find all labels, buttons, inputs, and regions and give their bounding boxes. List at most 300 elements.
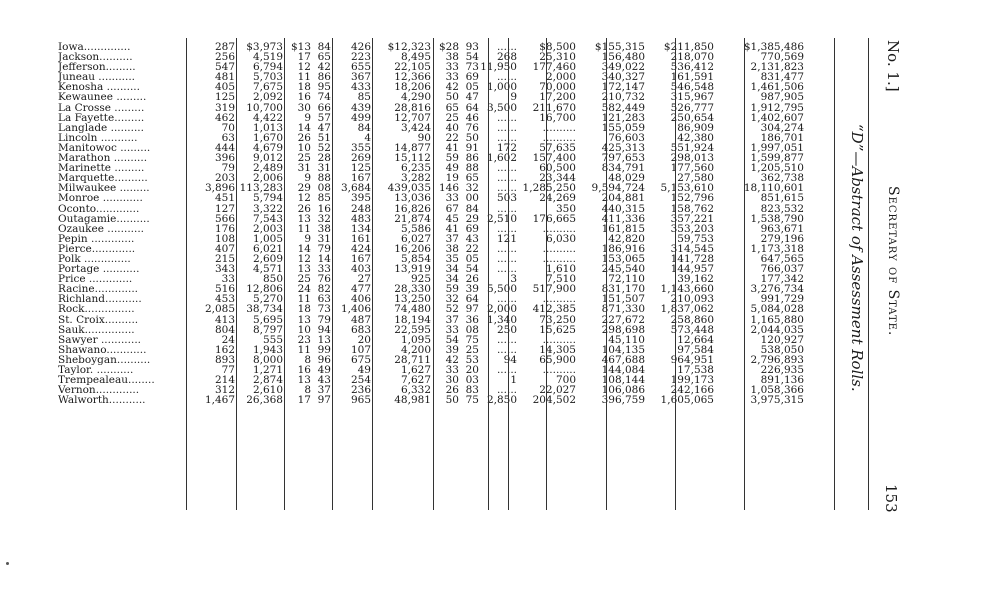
table-cell-col-c-dollars: 17 <box>297 395 311 406</box>
county-name: Oconto............. <box>58 203 140 214</box>
column-rule <box>186 38 187 510</box>
table-cell-col-c-dollars: 13 <box>297 264 311 275</box>
table-cell-col-g: 1,340 <box>486 314 517 325</box>
table-cell-col-d: 487 <box>350 314 371 325</box>
table-cell-col-h: 16,700 <box>539 112 576 123</box>
table-cell-col-c-cents: 97 <box>317 395 331 406</box>
table-cell-col-j: 152,796 <box>670 193 714 204</box>
table-cell-col-h: 517,900 <box>532 284 576 295</box>
table-cell-col-d: 655 <box>350 62 371 73</box>
column-rule <box>675 38 676 510</box>
table-cell-col-e: 16,826 <box>394 203 431 214</box>
column-rule <box>868 38 869 510</box>
table-cell-col-j: 357,221 <box>670 213 714 224</box>
table-cell-col-b: 5,794 <box>252 193 283 204</box>
table-cell-col-i: 871,330 <box>601 304 645 315</box>
table-cell-col-i: 9,594,724 <box>591 183 645 194</box>
table-cell-col-k: 1,165,880 <box>750 314 804 325</box>
table-cell-col-g: ...... <box>496 334 517 345</box>
table-row <box>58 173 805 183</box>
table-cell-col-j: 161,591 <box>670 72 714 83</box>
table-cell-col-g: 5,500 <box>486 284 517 295</box>
table-cell-col-f-cents: 20 <box>465 365 479 376</box>
table-cell-col-i: 155,059 <box>601 122 645 133</box>
column-rule <box>834 38 835 510</box>
table-cell-col-c-dollars: 9 <box>304 112 311 123</box>
table-cell-col-h: 350 <box>555 203 576 214</box>
county-name: Ozaukee ........... <box>58 223 145 234</box>
table-cell-col-k: 304,274 <box>760 122 804 133</box>
table-cell-col-e: 1,627 <box>400 365 431 376</box>
table-cell-col-k: 891,136 <box>760 375 804 386</box>
table-cell-col-f-dollars: 42 <box>445 354 459 365</box>
table-cell-col-j: 298,013 <box>670 153 714 164</box>
county-name: La Crosse ......... <box>58 102 145 113</box>
table-cell-col-b: 8,797 <box>252 324 283 335</box>
table-cell-col-c-cents: 31 <box>317 233 331 244</box>
table-row <box>58 304 805 314</box>
table-cell-col-g: ...... <box>496 132 517 143</box>
table-cell-col-a: 413 <box>214 314 235 325</box>
table-cell-col-d: 426 <box>350 42 371 53</box>
table-cell-col-b: 1,013 <box>252 122 283 133</box>
table-cell-col-f-dollars: 65 <box>445 102 459 113</box>
table-cell-col-b: 1,943 <box>252 344 283 355</box>
table-cell-col-b: 1,005 <box>252 233 283 244</box>
table-cell-col-b: 5,695 <box>252 314 283 325</box>
table-cell-col-g: ...... <box>496 294 517 305</box>
table-cell-col-b: 3,322 <box>252 203 283 214</box>
table-cell-col-c-cents: 49 <box>317 365 331 376</box>
table-cell-col-j: 86,909 <box>677 122 714 133</box>
table-cell-col-j: 199,173 <box>670 375 714 386</box>
table-cell-col-f-cents: 50 <box>465 132 479 143</box>
table-cell-col-c-cents: 32 <box>317 213 331 224</box>
county-name: Jackson.......... <box>58 52 133 63</box>
table-cell-col-b: 7,543 <box>252 213 283 224</box>
table-cell-col-a: 203 <box>214 173 235 184</box>
table-cell-col-e: 3,424 <box>400 122 431 133</box>
county-name: Sauk............... <box>58 324 135 335</box>
table-cell-col-e: 439,035 <box>387 183 431 194</box>
table-cell-col-e: 22,105 <box>394 62 431 73</box>
county-name: Racine............. <box>58 284 139 295</box>
table-cell-col-h: 22,027 <box>539 385 576 396</box>
table-cell-col-c-dollars: 12 <box>297 193 311 204</box>
table-cell-col-f-cents: 54 <box>465 264 479 275</box>
table-cell-col-e: 4,290 <box>400 92 431 103</box>
table-row <box>58 214 805 224</box>
table-cell-col-d: 477 <box>350 284 371 295</box>
table-cell-col-d: 355 <box>350 142 371 154</box>
table-cell-col-a: 319 <box>214 102 235 113</box>
table-cell-col-c-dollars: 14 <box>297 243 311 254</box>
table-cell-col-j: 97,584 <box>677 344 714 355</box>
table-cell-col-j: 536,412 <box>670 62 714 73</box>
table-cell-col-i: 144,084 <box>601 365 645 376</box>
table-row <box>58 345 805 355</box>
county-name: Shawano............ <box>58 344 147 355</box>
table-cell-col-g: 2,510 <box>486 213 517 224</box>
table-cell-col-g: 250 <box>496 324 517 335</box>
table-cell-col-i: 42,820 <box>608 233 645 244</box>
table-cell-col-h: 57,635 <box>539 142 576 154</box>
column-rule <box>284 38 285 510</box>
column-rule <box>236 38 237 510</box>
table-cell-col-c-cents: 94 <box>317 324 331 335</box>
table-cell-col-f-dollars: 33 <box>445 62 459 73</box>
table-cell-col-c-cents: 66 <box>317 102 331 113</box>
table-cell-col-i: 151,507 <box>601 294 645 305</box>
table-cell-col-d: 236 <box>350 385 371 396</box>
table-cell-col-h: $8,500 <box>539 42 576 53</box>
table-cell-col-c-dollars: 11 <box>297 72 311 83</box>
table-cell-col-j: 12,664 <box>677 334 714 345</box>
table-cell-col-j: 218,070 <box>670 52 714 63</box>
table-cell-col-d: 84 <box>357 122 371 133</box>
table-row <box>58 103 805 113</box>
county-name: Sawyer ............ <box>58 334 141 345</box>
table-cell-col-j: 27,580 <box>677 173 714 184</box>
table-cell-col-g: 2,850 <box>486 395 517 406</box>
table-cell-col-k: 963,671 <box>760 223 804 234</box>
table-cell-col-d: 161 <box>350 233 371 244</box>
table-cell-col-c-dollars: 12 <box>297 62 311 73</box>
table-cell-col-b: 4,571 <box>252 264 283 275</box>
table-cell-col-a: 312 <box>214 385 235 396</box>
table-cell-col-c-dollars: 18 <box>297 304 311 315</box>
table-cell-col-d: 248 <box>350 203 371 214</box>
table-cell-col-c-dollars: 18 <box>297 82 311 93</box>
table-cell-col-f-dollars: 146 <box>438 183 459 194</box>
table-cell-col-c-cents: 65 <box>317 52 331 63</box>
table-cell-col-d: 167 <box>350 173 371 184</box>
table-cell-col-a: 566 <box>214 213 235 224</box>
ink-speck <box>6 562 9 565</box>
table-cell-col-f-cents: 36 <box>465 314 479 325</box>
table-row <box>58 143 805 153</box>
table-cell-col-h: 1,285,250 <box>522 183 576 194</box>
county-name: Trempealeau........ <box>58 375 155 386</box>
table-cell-col-f-dollars: 32 <box>445 294 459 305</box>
table-cell-col-a: 176 <box>214 223 235 234</box>
table-row <box>58 264 805 274</box>
table-row <box>58 365 805 375</box>
table-cell-col-b: 5,270 <box>252 294 283 305</box>
county-name: Milwaukee ......... <box>58 183 150 194</box>
table-cell-col-a: 444 <box>214 142 235 154</box>
table-cell-col-i: 104,135 <box>601 344 645 355</box>
table-cell-col-a: 451 <box>214 193 235 204</box>
table-cell-col-e: 12,366 <box>394 72 431 83</box>
table-cell-col-i: 340,327 <box>601 72 645 83</box>
table-cell-col-g: ...... <box>496 253 517 265</box>
table-cell-col-f-cents: 93 <box>465 42 479 53</box>
table-cell-col-c-cents: 79 <box>317 314 331 325</box>
table-cell-col-d: 439 <box>350 102 371 113</box>
table-cell-col-k: 1,173,318 <box>750 243 804 254</box>
table-cell-col-f-cents: 75 <box>465 395 479 406</box>
table-cell-col-b: 26,368 <box>246 395 283 406</box>
table-cell-col-h: 2,000 <box>545 72 576 83</box>
table-cell-col-h: 177,460 <box>532 62 576 73</box>
table-cell-col-f-cents: 25 <box>465 344 479 355</box>
table-cell-col-k: 1,058,366 <box>750 385 804 396</box>
table-cell-col-e: 6,027 <box>400 233 431 244</box>
table-cell-col-k: 3,276,734 <box>750 284 804 295</box>
table-cell-col-j: 1,837,062 <box>660 304 714 315</box>
table-cell-col-j: 250,654 <box>670 112 714 123</box>
table-cell-col-i: 245,540 <box>601 264 645 275</box>
table-cell-col-a: 3,896 <box>204 183 235 194</box>
table-cell-col-f-dollars: 38 <box>445 52 459 63</box>
table-cell-col-k: 647,565 <box>760 253 804 265</box>
table-row <box>58 385 805 395</box>
column-rule <box>546 38 547 510</box>
table-cell-col-d: 406 <box>350 294 371 305</box>
column-rule <box>332 38 333 510</box>
table-cell-col-a: 125 <box>214 92 235 103</box>
assessment-table <box>58 42 805 405</box>
table-cell-col-j: 315,967 <box>670 92 714 103</box>
table-cell-col-c-cents: 37 <box>317 385 331 396</box>
table-cell-col-c-cents: 08 <box>317 183 331 194</box>
table-cell-col-c-dollars: 8 <box>304 354 311 365</box>
table-cell-col-d: 4 <box>364 132 371 143</box>
table-cell-col-d: 433 <box>350 82 371 93</box>
table-row <box>58 153 805 163</box>
table-cell-col-c-dollars: 8 <box>304 385 311 396</box>
table-cell-col-c-dollars: 26 <box>297 203 311 214</box>
table-cell-col-f-dollars: 33 <box>445 193 459 204</box>
table-cell-col-f-dollars: 37 <box>445 233 459 244</box>
table-cell-col-c-cents: 95 <box>317 82 331 93</box>
county-name: Taylor. ........... <box>58 365 134 376</box>
table-row <box>58 52 805 62</box>
table-row <box>58 92 805 102</box>
table-cell-col-b: 2,003 <box>252 223 283 234</box>
table-cell-col-g: ...... <box>496 163 517 174</box>
table-row <box>58 335 805 345</box>
column-rule <box>744 38 745 510</box>
table-cell-col-i: 831,170 <box>601 284 645 295</box>
table-row <box>58 274 805 284</box>
county-name: Marathon .......... <box>58 153 148 164</box>
table-cell-col-g: ...... <box>496 385 517 396</box>
table-cell-col-h: .......... <box>542 365 576 376</box>
table-cell-col-i: 76,603 <box>608 132 645 143</box>
table-cell-col-a: 804 <box>214 324 235 335</box>
table-cell-col-f-cents: 29 <box>465 213 479 224</box>
table-cell-col-b: 9,012 <box>252 153 283 164</box>
table-cell-col-c-cents: 47 <box>317 122 331 133</box>
table-cell-col-h: 25,310 <box>539 52 576 63</box>
table-cell-col-i: 106,086 <box>601 385 645 396</box>
table-cell-col-f-cents: 43 <box>465 233 479 244</box>
table-cell-col-d: 167 <box>350 253 371 265</box>
table-cell-col-j: 17,538 <box>677 365 714 376</box>
table-cell-col-f-dollars: 39 <box>445 344 459 355</box>
table-cell-col-f-cents: 00 <box>465 193 479 204</box>
table-cell-col-f-cents: 65 <box>465 173 479 184</box>
county-name: St. Croix.......... <box>58 314 139 325</box>
table-row <box>58 395 805 405</box>
table-cell-col-e: $12,323 <box>387 42 431 53</box>
table-cell-col-f-cents: 05 <box>465 253 479 265</box>
table-cell-col-a: 214 <box>214 375 235 386</box>
table-cell-col-k: 2,044,035 <box>750 324 804 335</box>
table-row <box>58 62 805 72</box>
table-cell-col-d: 483 <box>350 213 371 224</box>
table-cell-col-h: 211,670 <box>532 102 576 113</box>
table-cell-col-c-dollars: 16 <box>297 92 311 103</box>
table-cell-col-k: 5,084,028 <box>750 304 804 315</box>
table-cell-col-j: 39,162 <box>677 274 714 285</box>
table-cell-col-f-cents: 75 <box>465 334 479 345</box>
table-cell-col-b: 2,610 <box>252 385 283 396</box>
table-cell-col-c-dollars: 9 <box>304 173 311 184</box>
table-cell-col-c-dollars: 10 <box>297 324 311 335</box>
table-cell-col-j: 314,545 <box>670 243 714 254</box>
table-cell-col-h: 23,344 <box>539 173 576 184</box>
table-cell-col-h: .......... <box>542 334 576 345</box>
table-cell-col-h: 14,305 <box>539 344 576 355</box>
table-cell-col-f-cents: 76 <box>465 122 479 133</box>
table-cell-col-d: 27 <box>357 274 371 285</box>
county-name: Manitowoc ......... <box>58 142 151 154</box>
table-row <box>58 284 805 294</box>
column-rule <box>508 38 509 510</box>
table-cell-col-f-dollars: 54 <box>445 334 459 345</box>
table-cell-col-b: 2,092 <box>252 92 283 103</box>
table-cell-col-e: 48,981 <box>394 395 431 406</box>
table-cell-col-k: 1,205,510 <box>750 163 804 174</box>
table-cell-col-e: 28,330 <box>394 284 431 295</box>
table-cell-col-h: 24,269 <box>539 193 576 204</box>
table-cell-col-f-cents: 83 <box>465 385 479 396</box>
table-cell-col-b: 4,422 <box>252 112 283 123</box>
table-cell-col-a: 343 <box>214 264 235 275</box>
table-cell-col-c-cents: 73 <box>317 304 331 315</box>
table-cell-col-h: 73,250 <box>539 314 576 325</box>
table-cell-col-k: 2,131,823 <box>750 62 804 73</box>
table-cell-col-k: 3,975,315 <box>750 395 804 406</box>
table-cell-col-j: 59,753 <box>677 233 714 244</box>
table-cell-col-e: 74,480 <box>394 304 431 315</box>
table-cell-col-j: 573,448 <box>670 324 714 335</box>
table-cell-col-f-cents: 97 <box>465 304 479 315</box>
table-cell-col-j: 353,203 <box>670 223 714 234</box>
table-cell-col-f-dollars: 40 <box>445 122 459 133</box>
table-cell-col-c-dollars: 17 <box>297 52 311 63</box>
table-cell-col-i: 411,336 <box>601 213 645 224</box>
table-cell-col-c-dollars: 26 <box>297 132 311 143</box>
table-cell-col-k: 823,532 <box>760 203 804 214</box>
table-cell-col-k: 177,342 <box>760 274 804 285</box>
table-cell-col-k: 991,729 <box>760 294 804 305</box>
table-title: “D”—Abstract of Assessment Rolls. <box>848 124 866 392</box>
county-name: Jefferson......... <box>58 62 136 73</box>
table-row <box>58 82 805 92</box>
table-cell-col-f-cents: 69 <box>465 72 479 83</box>
table-cell-col-f-dollars: 41 <box>445 142 459 154</box>
table-cell-col-e: 4,200 <box>400 344 431 355</box>
table-cell-col-a: 287 <box>214 42 235 53</box>
table-cell-col-f-cents: 91 <box>465 142 479 154</box>
table-cell-col-i: 72,110 <box>608 274 645 285</box>
county-name: Juneau ........... <box>58 72 136 83</box>
table-cell-col-d: 499 <box>350 112 371 123</box>
table-cell-col-b: 4,519 <box>252 52 283 63</box>
table-cell-col-k: 18,110,601 <box>743 183 804 194</box>
table-cell-col-f-dollars: $28 <box>438 42 459 53</box>
table-cell-col-f-dollars: 59 <box>445 153 459 164</box>
table-cell-col-f-cents: 32 <box>465 183 479 194</box>
page-number: 153 <box>882 484 900 513</box>
table-cell-col-j: 258,860 <box>670 314 714 325</box>
table-cell-col-f-cents: 86 <box>465 153 479 164</box>
table-cell-col-g: 9 <box>510 92 517 103</box>
table-cell-col-b: 1,271 <box>252 365 283 376</box>
table-cell-col-f-dollars: 49 <box>445 163 459 174</box>
county-name: Vernon............. <box>58 385 140 396</box>
county-name: Richland........... <box>58 294 142 305</box>
table-cell-col-a: 79 <box>221 163 235 174</box>
table-cell-col-f-cents: 05 <box>465 82 479 93</box>
table-row <box>58 183 805 193</box>
table-row <box>58 193 805 203</box>
table-cell-col-c-cents: 96 <box>317 354 331 365</box>
table-cell-col-f-dollars: 25 <box>445 112 459 123</box>
table-cell-col-a: 215 <box>214 253 235 265</box>
table-cell-col-c-cents: 42 <box>317 62 331 73</box>
table-cell-col-j: 526,777 <box>670 102 714 113</box>
table-cell-col-f-dollars: 37 <box>445 314 459 325</box>
table-cell-col-g: 3 <box>510 274 517 285</box>
table-cell-col-b: 7,675 <box>252 82 283 93</box>
table-cell-col-c-dollars: 13 <box>297 314 311 325</box>
table-cell-col-e: 18,194 <box>394 314 431 325</box>
table-cell-col-g: 1,000 <box>486 82 517 93</box>
table-cell-col-g: 1 <box>510 375 517 386</box>
table-cell-col-i: 108,144 <box>601 375 645 386</box>
table-cell-col-f-dollars: 33 <box>445 324 459 335</box>
table-cell-col-c-cents: 82 <box>317 284 331 295</box>
table-cell-col-d: 49 <box>357 365 371 376</box>
table-cell-col-f-dollars: 34 <box>445 274 459 285</box>
table-cell-col-c-dollars: 31 <box>297 163 311 174</box>
table-cell-col-f-cents: 53 <box>465 354 479 365</box>
table-cell-col-h: 6,030 <box>545 233 576 244</box>
table-row <box>58 315 805 325</box>
table-cell-col-a: 893 <box>214 354 235 365</box>
table-cell-col-c-cents: 38 <box>317 223 331 234</box>
table-cell-col-i: 161,815 <box>601 223 645 234</box>
table-cell-col-a: 256 <box>214 52 235 63</box>
table-cell-col-c-dollars: 30 <box>297 102 311 113</box>
table-cell-col-h: .......... <box>542 294 576 305</box>
table-cell-col-c-dollars: 10 <box>297 142 311 154</box>
table-cell-col-d: 1,406 <box>340 304 371 315</box>
table-cell-col-j: $211,850 <box>663 42 714 53</box>
document-number: No. 1.] <box>884 40 902 92</box>
table-row <box>58 294 805 304</box>
table-cell-col-d: 424 <box>350 243 371 254</box>
table-cell-col-h: .......... <box>542 253 576 265</box>
table-cell-col-h: .......... <box>542 223 576 234</box>
table-cell-col-h: .......... <box>542 132 576 143</box>
table-cell-col-f-dollars: 22 <box>445 132 459 143</box>
